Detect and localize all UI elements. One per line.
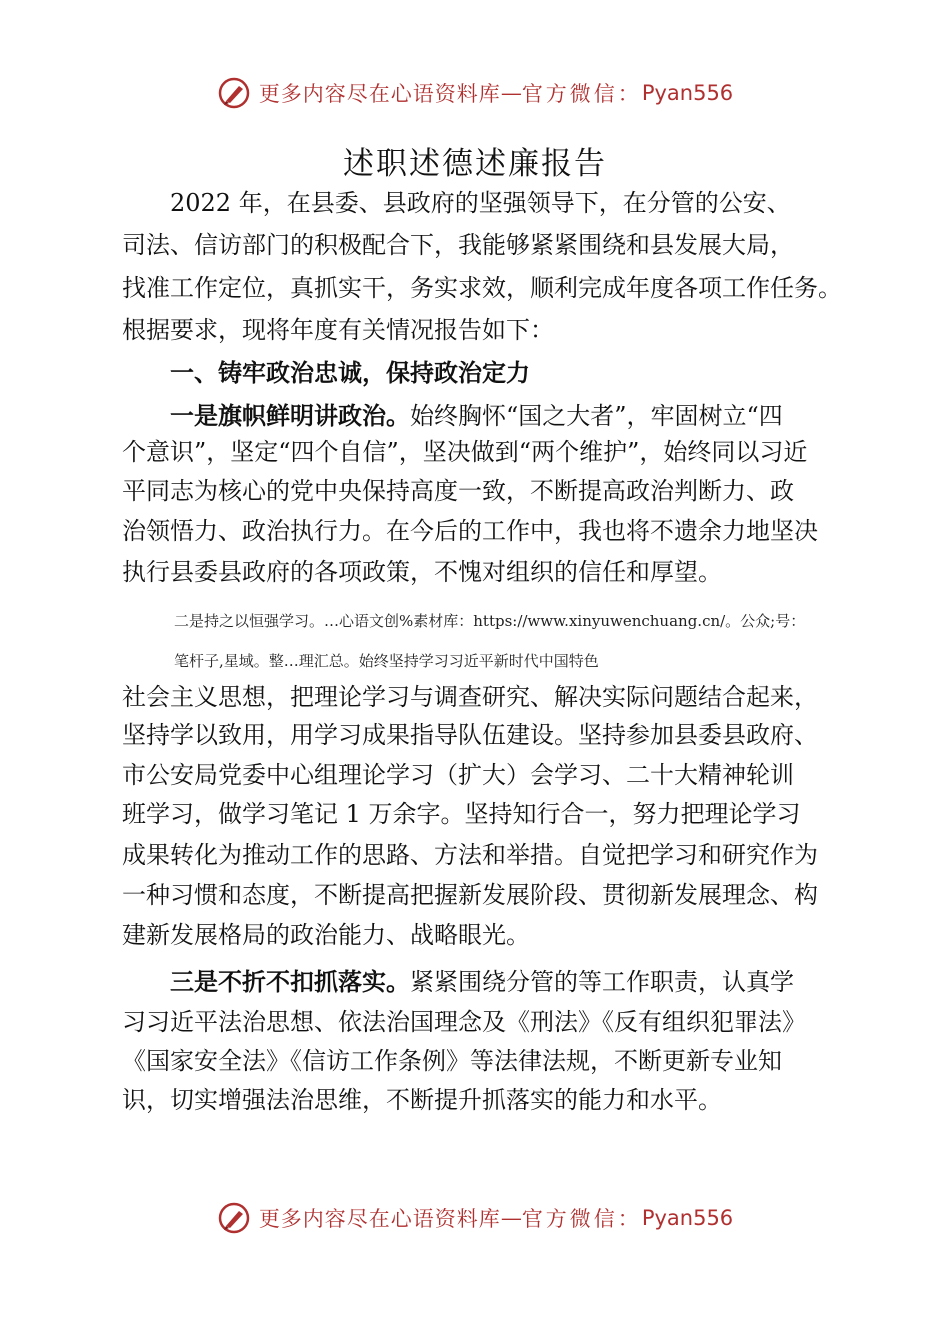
banner-wechat-label: 官方微信： — [521, 1207, 642, 1231]
paragraph-1-lead: 一是旗帜鲜明讲政治。 — [170, 402, 410, 430]
intro-line: 司法、信访部门的积极配合下，我能够紧紧围绕和县发展大局， — [122, 231, 794, 259]
intro-line: 根据要求，现将年度有关情况报告如下： — [122, 316, 554, 344]
paragraph-1-line: 平同志为核心的党中央保持高度一致，不断提高政治判断力、政 — [122, 477, 794, 505]
paragraph-1-line: 个意识”，坚定“四个自信”，坚决做到“两个维护”，始终同以习近 — [122, 438, 808, 466]
pen-logo-icon — [217, 1201, 251, 1235]
paragraph-3-rest: 紧紧围绕分管的等工作职责，认真学 — [410, 968, 794, 996]
paragraph-1-first-line — [170, 401, 783, 431]
footer-banner — [0, 1198, 950, 1238]
paragraph-2-line: 成果转化为推动工作的思路、方法和举措。自觉把学习和研究作为 — [122, 841, 818, 869]
intro-line: 2022 年，在县委、县政府的坚强领导下，在分管的公安、 — [170, 189, 791, 217]
paragraph-2-line: 班学习，做学习笔记 1 万余字。坚持知行合一，努力把理论学习 — [122, 800, 801, 828]
paragraph-2-small-line: 笔杆子,星域。整…理汇总。始终坚持学习习近平新时代中国特色 — [174, 652, 599, 670]
paragraph-2-line: 一种习惯和态度，不断提高把握新发展阶段、贯彻新发展理念、构 — [122, 881, 818, 909]
section-heading: 一、铸牢政治忠诚，保持政治定力 — [170, 359, 530, 387]
paragraph-2-small-line: 二是持之以恒强学习。…心语文创%素材库：https://www.xinyuwenchuang.cn/。公众;号： — [174, 612, 806, 630]
banner-wechat-label: 官方微信： — [521, 82, 642, 106]
paragraph-3-lead: 三是不折不扣抓落实。 — [170, 968, 410, 996]
paragraph-3-line: 《国家安全法》《信访工作条例》等法律法规，不断更新专业知 — [122, 1047, 782, 1075]
paragraph-2-line: 社会主义思想，把理论学习与调查研究、解决实际问题结合起来， — [122, 683, 818, 711]
paragraph-3-first-line — [170, 967, 794, 997]
paragraph-1-line: 执行县委县政府的各项政策，不愧对组织的信任和厚望。 — [122, 558, 722, 586]
banner-text: 更多内容尽在心语资料库 — [258, 1207, 501, 1231]
intro-line: 找准工作定位，真抓实干，务实求效，顺利完成年度各项工作任务。 — [122, 274, 842, 302]
banner-text: 更多内容尽在心语资料库 — [258, 82, 501, 106]
paragraph-3-line: 习习近平法治思想、依法治国理念及《刑法》《反有组织犯罪法》 — [122, 1008, 806, 1036]
header-banner — [0, 73, 950, 113]
document-title: 述职述德述廉报告 — [343, 146, 607, 182]
paragraph-1-rest: 始终胸怀“国之大者”，牢固树立“四 — [410, 402, 783, 430]
banner-separator: — — [500, 1206, 522, 1230]
banner-wechat-id: Pyan556 — [641, 81, 734, 105]
banner-wechat-id: Pyan556 — [641, 1206, 734, 1230]
pen-logo-icon — [217, 76, 251, 110]
paragraph-3-line: 识，切实增强法治思维，不断提升抓落实的能力和水平。 — [122, 1086, 722, 1114]
paragraph-2-line: 建新发展格局的政治能力、战略眼光。 — [122, 921, 530, 949]
paragraph-1-line: 治领悟力、政治执行力。在今后的工作中，我也将不遗余力地坚决 — [122, 517, 818, 545]
paragraph-2-line: 坚持学以致用，用学习成果指导队伍建设。坚持参加县委县政府、 — [122, 721, 818, 749]
banner-separator: — — [500, 81, 522, 105]
paragraph-2-line: 市公安局党委中心组理论学习（扩大）会学习、二十大精神轮训 — [122, 761, 794, 789]
